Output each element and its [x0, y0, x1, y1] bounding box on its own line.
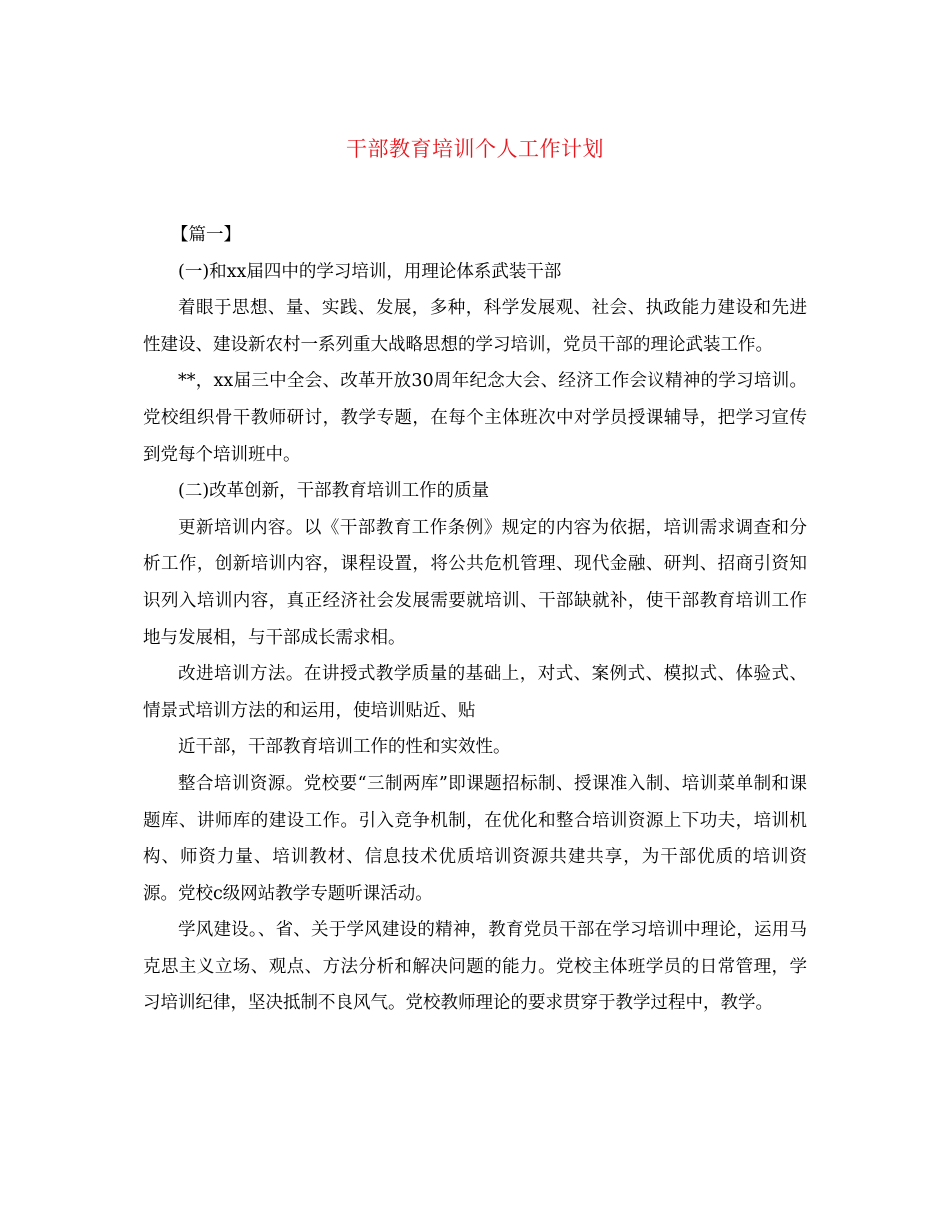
subheading-two: (二)改革创新，干部教育培训工作的质量 — [178, 481, 490, 502]
subheading-one: (一)和xx届四中的学习培训，用理论体系武装干部 — [178, 261, 562, 282]
paragraph: 学风建设。、省、关于学风建设的精神，教育党员干部在学习培训中理论，运用马克思主义立场、观点、方法分析和解决问题的能力。党校主体班学员的日常管理，学习培训纪律，坚决抵制不良风气。党校教师理论的要求贯穿于教学过程中，教学。 — [143, 920, 807, 1014]
document-title: 干部教育培训个人工作计划 — [346, 137, 604, 161]
section-heading: 【篇一】 — [171, 225, 241, 245]
paragraph: 更新培训内容。以《干部教育工作条例》规定的内容为依据，培训需求调查和分析工作，创新培训内容，课程设置，将公共危机管理、现代金融、研判、招商引资知识列入培训内容，真正经济社会发展需要就培训、干部缺就补，使干部教育培训工作地与发展相，与干部成长需求相。 — [143, 517, 807, 648]
document-body — [143, 217, 807, 1022]
paragraph: 着眼于思想、量、实践、发展，多种，科学发展观、社会、执政能力建设和先进性建设、建设新农村一系列重大战略思想的学习培训，党员干部的理论武装工作。 — [143, 298, 807, 355]
paragraph: 改进培训方法。在讲授式教学质量的基础上，对式、案例式、模拟式、体验式、情景式培训方法的和运用，使培训贴近、贴 — [143, 664, 807, 721]
paragraph: **，xx届三中全会、改革开放30周年纪念大会、经济工作会议精神的学习培训。党校组织骨干教师研讨，教学专题，在每个主体班次中对学员授课辅导，把学习宣传到党每个培训班中。 — [143, 371, 807, 465]
paragraph: 整合培训资源。党校要“三制两库”即课题招标制、授课准入制、培训菜单制和课题库、讲师库的建设工作。引入竞争机制，在优化和整合培训资源上下功夫，培训机构、师资力量、培训教材、信息技术优质培训资源共建共享，为干部优质的培训资源。党校c级网站教学专题听课活动。 — [143, 773, 807, 904]
paragraph: 近干部，干部教育培训工作的性和实效性。 — [178, 737, 511, 758]
